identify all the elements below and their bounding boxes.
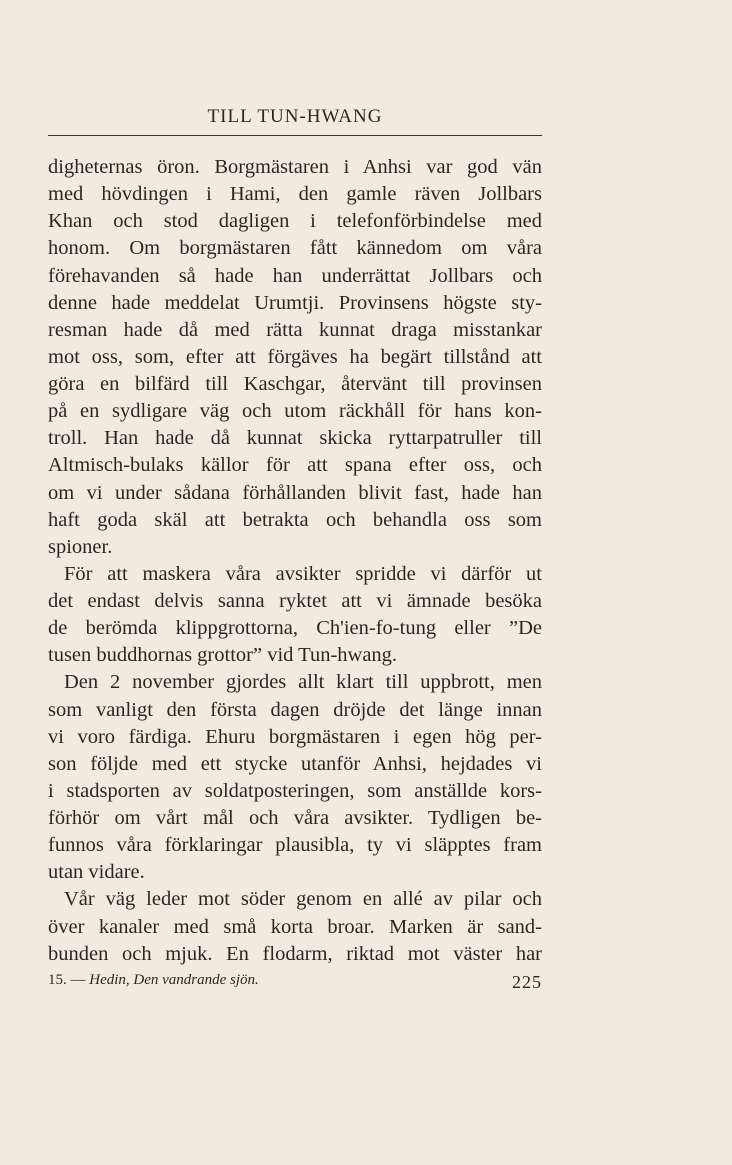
text-line: som vanligt den första dagen dröjde det länge innan: [48, 698, 542, 721]
text-line: son följde med ett stycke utanför Anhsi, hejdades vi: [48, 752, 542, 775]
text-line: på en sydligare väg och utom räckhåll för hans kon-: [48, 400, 542, 423]
text-line: haft goda skäl att betrakta och behandla oss som: [48, 508, 542, 531]
text-line: förehavanden så hade han underrättat Jollbars och: [48, 264, 542, 287]
text-line: Altmisch-bulaks källor för att spana efter oss, och: [48, 454, 542, 477]
body-text: [48, 154, 542, 968]
text-line: tusen buddhornas grottor” vid Tun-hwang.: [48, 644, 398, 667]
text-line: mot oss, som, efter att förgäves ha begärt tillstånd att: [48, 345, 542, 368]
text-line: utan vidare.: [48, 861, 145, 884]
text-line: Khan och stod dagligen i telefonförbindelse med: [48, 210, 542, 233]
header-rule: [48, 135, 542, 136]
page-number: 225: [512, 972, 542, 992]
text-line: funnos våra förklaringar plausibla, ty vi släpptes fram: [48, 834, 542, 857]
text-line: bunden och mjuk. En flodarm, riktad mot väster har: [48, 942, 542, 965]
text-line: digheternas öron. Borgmästaren i Anhsi var god vän: [48, 156, 542, 178]
text-line: honom. Om borgmästaren fått kännedom om våra: [48, 237, 542, 260]
text-line: i stadsporten av soldatposteringen, som anställde kors-: [48, 779, 542, 802]
text-line: med hövdingen i Hami, den gamle räven Jollbars: [48, 183, 542, 206]
text-line: denne hade meddelat Urumtji. Provinsens högste sty-: [48, 291, 542, 314]
text-line: resman hade då med rätta kunnat draga misstankar: [48, 318, 542, 341]
footer-credit: [48, 972, 542, 989]
text-line: över kanaler med små korta broar. Marken är sand-: [48, 915, 542, 938]
text-line: vi voro färdiga. Ehuru borgmästaren i egen hög per-: [48, 725, 542, 748]
text-line: För att maskera våra avsikter spridde vi därför ut: [64, 562, 542, 585]
book-credit: Hedin, Den vandrande sjön.: [89, 972, 259, 988]
running-head: TILL TUN-HWANG: [207, 106, 383, 127]
text-line: om vi under sådana förhållanden blivit fast, hade han: [48, 481, 542, 504]
text-line: göra en bilfärd till Kaschgar, återvänt till provinsen: [48, 373, 542, 395]
signature-mark: 15. —: [48, 972, 86, 988]
text-line: Vår väg leder mot söder genom en allé av pilar och: [64, 888, 542, 911]
text-line: de berömda klippgrottorna, Ch'ien-fo-tung eller ”De: [48, 617, 542, 640]
text-line: troll. Han hade då kunnat skicka ryttarpatruller till: [48, 427, 542, 450]
text-line: det endast delvis sanna ryktet att vi ämnade besöka: [48, 590, 542, 612]
text-line: Den 2 november gjordes allt klart till uppbrott, men: [64, 671, 542, 694]
text-line: förhör om vårt mål och våra avsikter. Tydligen be-: [48, 807, 542, 829]
text-line: spioner.: [48, 535, 113, 558]
